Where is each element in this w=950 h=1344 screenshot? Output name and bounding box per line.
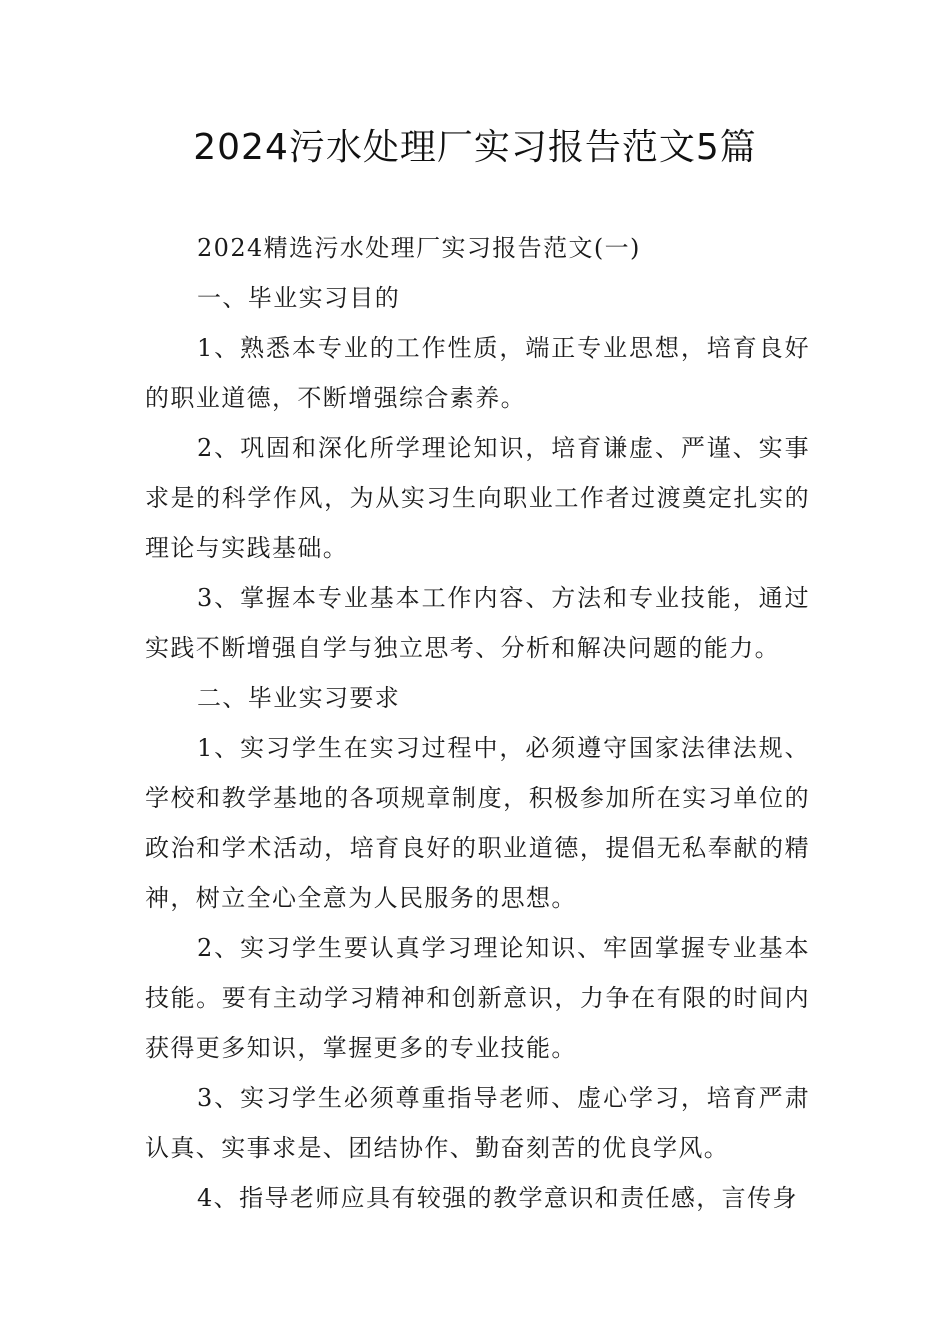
paragraph: 1、实习学生在实习过程中，必须遵守国家法律法规、学校和教学基地的各项规章制度，积极参加所在实习单位的政治和学术活动，培育良好的职业道德，提倡无私奉献的精神，树立全心全意为人民服务的思想。 xyxy=(145,734,810,912)
paragraph-heading-requirements: 二、毕业实习要求 xyxy=(197,684,401,712)
document-title: 2024污水处理厂实习报告范文5篇 xyxy=(193,127,757,168)
paragraph: 2、实习学生要认真学习理论知识、牢固掌握专业基本技能。要有主动学习精神和创新意识，力争在有限的时间内获得更多知识，掌握更多的专业技能。 xyxy=(145,934,810,1062)
paragraph: 4、指导老师应具有较强的教学意识和责任感，言传身 xyxy=(197,1184,798,1212)
document-body xyxy=(145,223,810,1223)
paragraph-subtitle: 2024精选污水处理厂实习报告范文(一) xyxy=(197,234,641,262)
paragraph: 2、巩固和深化所学理论知识，培育谦虚、严谨、实事求是的科学作风，为从实习生向职业工作者过渡奠定扎实的理论与实践基础。 xyxy=(145,434,810,562)
paragraph: 3、掌握本专业基本工作内容、方法和专业技能，通过实践不断增强自学与独立思考、分析和解决问题的能力。 xyxy=(145,584,810,662)
paragraph: 1、熟悉本专业的工作性质，端正专业思想，培育良好的职业道德，不断增强综合素养。 xyxy=(145,334,810,412)
paragraph-heading-purpose: 一、毕业实习目的 xyxy=(197,284,401,312)
paragraph: 3、实习学生必须尊重指导老师、虚心学习，培育严肃认真、实事求是、团结协作、勤奋刻苦的优良学风。 xyxy=(145,1084,810,1162)
